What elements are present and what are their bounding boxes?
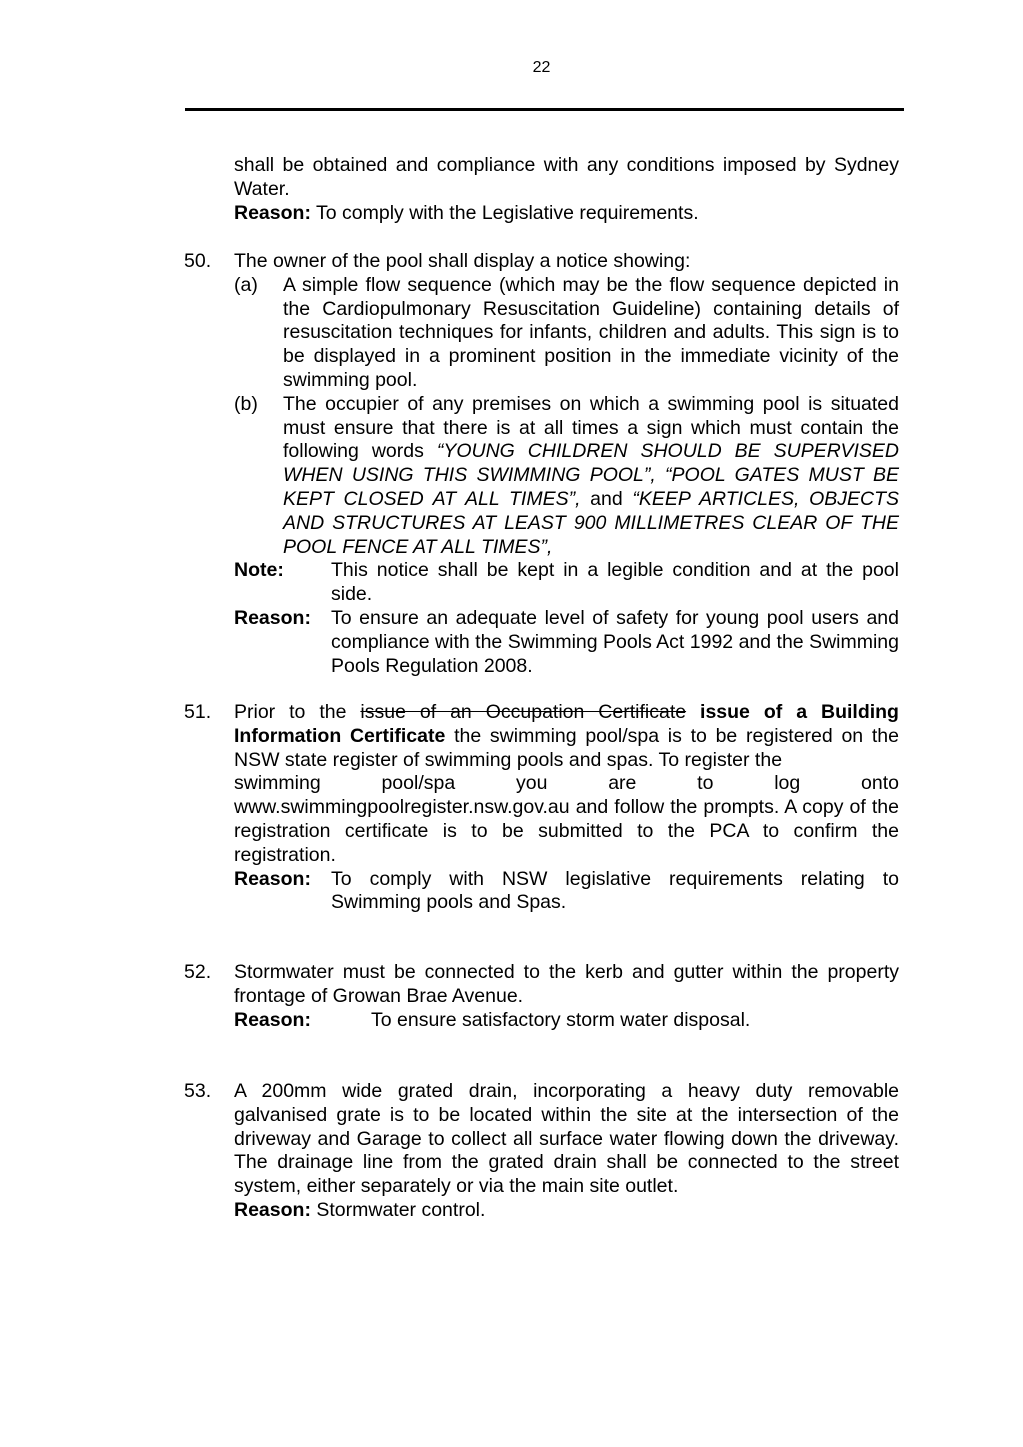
item-b-quote-2: “KEEP ARTICLES, OBJECTS AND STRUCTURES AT LEAST 900 MILLIMETRES CLEAR OF THE POOL FENCE AT ALL TIMES”, xyxy=(283,487,900,558)
note xyxy=(234,559,899,607)
note-text: This notice shall be kept in a legible condition and at the pool side. xyxy=(331,559,899,606)
condition-number: 52. xyxy=(184,961,212,983)
item-b-label: (b) xyxy=(234,392,258,415)
reason-text: To ensure an adequate level of safety for young pool users and compliance with the Swimming Pools Act 1992 and the Swimming Pools Regulation 2008. xyxy=(331,606,899,677)
condition-text: A 200mm wide grated drain, incorporating a heavy duty removable galvanised grate is to be located within the site at the intersection of the driveway and Garage to collect all surface water flowing down the driveway. The drainage line from the grated drain shall be connected to the street system, either separately or via the main site outlet. xyxy=(234,1080,899,1198)
reason-text: To comply with the Legislative requirements. xyxy=(316,201,699,224)
reason-text: To comply with NSW legislative requirements relating to Swimming pools and Spas. xyxy=(331,867,899,914)
reason-label: Reason: xyxy=(234,867,311,890)
header-rule xyxy=(185,108,904,111)
condition-text-spread: swimming pool/spa you are to log onto xyxy=(234,772,899,795)
condition-text-middle: the swimming pool/spa is to be registered on the NSW state register of swimming pools and spas. To register the xyxy=(234,724,899,771)
condition-51 xyxy=(184,701,899,915)
item-b-text: The occupier of any premises on which a swimming pool is situated must ensure that there is at all times a sign which must contain the following words xyxy=(283,392,899,463)
reason-text: Stormwater control. xyxy=(316,1198,486,1221)
condition-number: 53. xyxy=(184,1080,212,1102)
condition-text-rest: www.swimmingpoolregister.nsw.gov.au and follow the prompts. A copy of the registration certificate is to be submitted to the PCA to confirm the registration. xyxy=(234,796,899,866)
condition-continuation xyxy=(234,154,899,225)
condition-number: 51. xyxy=(184,701,212,723)
reason-label: Reason: xyxy=(234,1008,311,1031)
item-a-text: A simple flow sequence (which may be the flow sequence depicted in the Cardiopulmonary Resuscitation Guideline) containing details of resuscitation techniques for infants, children and adults. This sign is to be displayed in a prominent position in the immediate vicinity of the swimming pool. xyxy=(283,273,899,391)
continuation-reason xyxy=(234,202,899,226)
condition-text: Stormwater must be connected to the kerb and gutter within the property frontage of Growan Brae Avenue. xyxy=(234,961,899,1007)
reason-label: Reason: xyxy=(234,1198,311,1221)
reason xyxy=(234,868,899,916)
condition-number: 50. xyxy=(184,250,212,272)
condition-lead: The owner of the pool shall display a notice showing: xyxy=(234,250,691,272)
reason-text: To ensure satisfactory storm water disposal. xyxy=(371,1008,751,1031)
item-a xyxy=(234,274,899,393)
condition-52 xyxy=(184,961,899,1032)
condition-50 xyxy=(184,250,900,678)
item-b-quote-1: “YOUNG CHILDREN SHOULD BE SUPERVISED WHEN USING THIS SWIMMING POOL”, “POOL GATES MUST BE KEPT CLOSED AT ALL TIMES”, xyxy=(283,440,899,510)
reason xyxy=(234,1199,899,1223)
continuation-text: shall be obtained and compliance with any conditions imposed by Sydney Water. xyxy=(234,154,899,200)
reason xyxy=(234,607,899,678)
inserted-text: issue of a Building Information Certificate xyxy=(234,701,899,747)
item-b-and: and xyxy=(590,487,623,510)
note-label: Note: xyxy=(234,559,284,582)
item-a-label: (a) xyxy=(234,273,258,296)
reason-label: Reason: xyxy=(234,201,311,224)
struck-text: issue of an Occupation Certificate xyxy=(360,701,687,723)
condition-text-prefix: Prior to the xyxy=(234,701,347,723)
reason xyxy=(234,1009,899,1033)
page-number: 22 xyxy=(532,59,551,76)
condition-53 xyxy=(184,1080,899,1223)
reason-label: Reason: xyxy=(234,606,311,629)
item-b xyxy=(234,393,899,560)
condition-text xyxy=(234,701,899,772)
